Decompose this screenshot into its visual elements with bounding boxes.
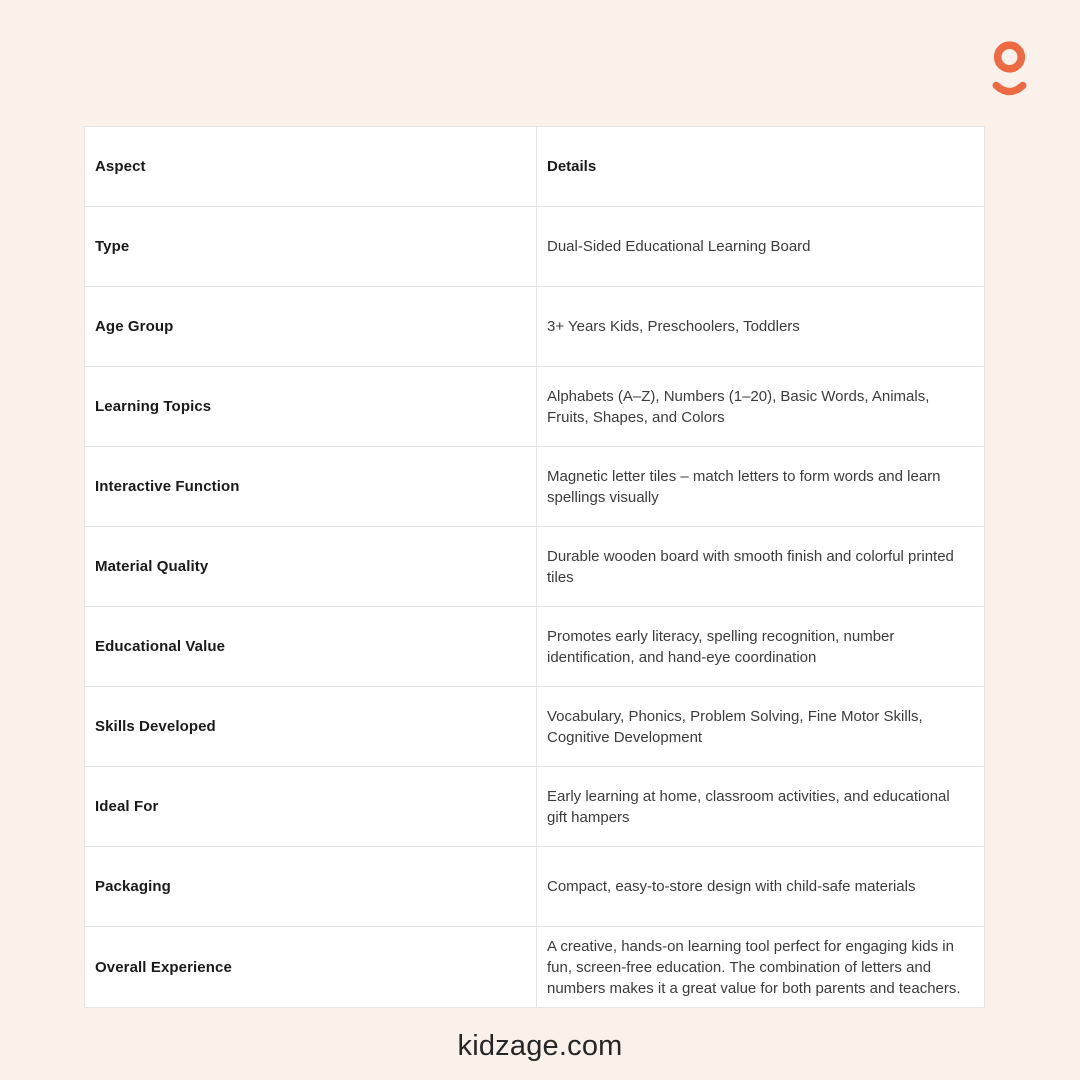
aspect-cell: Interactive Function — [85, 447, 537, 526]
aspect-column-header: Aspect — [85, 127, 537, 206]
aspect-cell: Age Group — [85, 287, 537, 366]
table-row — [85, 847, 984, 927]
details-cell: Compact, easy-to-store design with child-safe materials — [547, 878, 916, 895]
logo-ring-shape — [998, 45, 1022, 69]
details-column-header: Details — [547, 158, 597, 175]
table-row — [85, 607, 984, 687]
details-cell: Vocabulary, Phonics, Problem Solving, Fine Motor Skills, Cognitive Development — [547, 707, 923, 746]
table-row — [85, 527, 984, 607]
table-row — [85, 367, 984, 447]
details-cell: 3+ Years Kids, Preschoolers, Toddlers — [547, 318, 800, 335]
table-header-row — [85, 127, 984, 207]
table-row — [85, 207, 984, 287]
kidzage-logo-icon — [992, 41, 1028, 103]
details-cell: Alphabets (A–Z), Numbers (1–20), Basic Words, Animals, Fruits, Shapes, and Colors — [547, 387, 930, 426]
logo-smile-shape — [996, 86, 1023, 92]
aspect-cell: Educational Value — [85, 607, 537, 686]
aspect-cell: Type — [85, 207, 537, 286]
website-label: kidzage.com — [457, 1030, 623, 1062]
details-cell: Promotes early literacy, spelling recognition, number identification, and hand-eye coordination — [547, 627, 895, 666]
table-row — [85, 287, 984, 367]
aspect-cell: Ideal For — [85, 767, 537, 846]
table-row — [85, 687, 984, 767]
table-row — [85, 767, 984, 847]
aspect-cell: Skills Developed — [85, 687, 537, 766]
details-cell: Magnetic letter tiles – match letters to form words and learn spellings visually — [547, 467, 941, 506]
table-row — [85, 447, 984, 527]
details-cell: Durable wooden board with smooth finish and colorful printed tiles — [547, 547, 954, 586]
details-cell: Early learning at home, classroom activities, and educational gift hampers — [547, 787, 950, 826]
details-table — [84, 126, 985, 1008]
aspect-cell: Packaging — [85, 847, 537, 926]
aspect-cell: Learning Topics — [85, 367, 537, 446]
details-cell: A creative, hands-on learning tool perfect for engaging kids in fun, screen-free education. The combination of letters and numbers makes it a great value for both parents and teachers. — [547, 937, 961, 997]
aspect-cell: Material Quality — [85, 527, 537, 606]
table-row — [85, 927, 984, 1007]
details-cell: Dual-Sided Educational Learning Board — [547, 238, 811, 255]
aspect-cell: Overall Experience — [85, 927, 537, 1007]
